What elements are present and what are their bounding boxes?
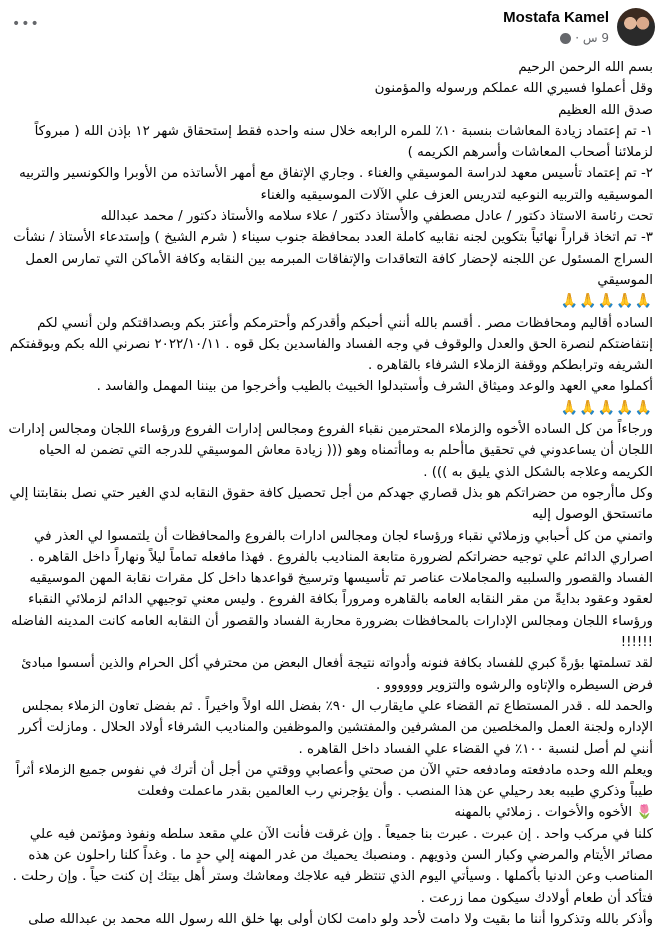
post-paragraph: كلنا في مركب واحد . إن عبرت . عبرت بنا جميعاً . وإن غرقت فأنت الآن علي مقعد سلطه ونفوذ ومؤتمن فيه علي مصائر الأيتام والمرضي وكبار السن وذويهم . ومنصبك يحميك من غدر المهنه إلي حدٍ ما . وغداً كلنا راحلون عن هذه المناصب وعن الدنيا بأكملها . وسيأتي اليوم الذي تنتظر فيه علاجك ومعاشك وستر أهل بيتك إن كنت حياً . وإن رحلت . فتأكد أن طعام أولادك سيكون مما زرعت . [12,826,653,906]
post-header [0,0,663,56]
post-paragraph: وقل أعملوا فسيري الله عملكم ورسوله والمؤمنون [374,81,653,97]
post-time[interactable]: 9 س · [575,31,609,45]
post-paragraph: واتمني من كل أحبابي وزملائي نقباء ورؤساء لجان ومجالس ادارات بالفروع والمحافظات أن يلتمسوا لي العذر في اصراري الدائم علي توجيه حضراتكم لضرورة متابعة المناديب بالفروع . فهذا مافعله تماماً ليلاً ونهاراً داخل القاهره . [29,528,653,565]
post-paragraph: والحمد لله . قدر المستطاع تم القضاء علي مايقارب ال ٩٠٪ بفضل الله اولاً واخيراً . ثم بفضل تعاون الزملاء بمجلس الإداره ولجنة العمل والمخلصين من المشرفين والمفتشين والموظفين والمناديب الشرفاء أولاد الحلال . ومازلت أكرر أنني لم أصل لنسبة ١٠٠٪ في القضاء علي الفساد داخل القاهره . [18,698,653,757]
globe-icon [560,33,571,44]
post-paragraph: 🌷 الأخوه والأخوات . زملائي بالمهنه [454,805,653,821]
post-paragraph: ٢- تم إعتماد تأسيس معهد لدراسة الموسيقي والغناء . وجاري الإتفاق مع أمهر الأساتذه من الأوبرا والكونسير والتربيه الموسيقيه والتربيه النوعيه لتدريس العزف علي الآلات الموسيقيه والغناء [19,166,653,203]
post-paragraph: ورجاءاً من كل الساده الأخوه والزملاء المحترمين نقباء الفروع ومجالس إدارات الفروع ورؤساء اللجان ومجالس إدارات اللجان أن يساعدوني في تحقيق ماأحلم به وماأتمناه وهو ((( زيادة معاش الموسيقي للدرجه التي تضمن له الحياه الكريمه وعلاجه بالشكل الذي يليق به ))) . [8,422,653,480]
post-paragraph: ٣- تم اتخاذ قراراً نهائياً بتكوين لجنه نقابيه كاملة العدد بمحافظة جنوب سيناء ( شرم الشيخ ) وإستدعاء الأستاذ / نشأت السراج المسئول عن اللجنه لإحضار كافة التعاقدات والإتفاقات المبرمه بين النقابه وكافة الأماكن التي تمارس العمل الموسيقي [13,230,653,288]
post-paragraph: وأذكر بالله وتذكروا أننا ما بقيت ولا دامت لأحد ولو دامت لكان أولى بها خلق الله رسول الله محمد بن عبدالله صلى [28,911,653,927]
post-paragraph: ١- تم إعتماد زيادة المعاشات بنسبة ١٠٪ للمره الرابعه خلال سنه واحده فقط إستحقاق شهر ١٢ بإذن الله ( مبروكاً لزملائنا أصحاب المعاشات وأسرهم الكريمه ) [34,123,653,161]
post-paragraph: ويعلم الله وحده مادفعته ومادفعه حتي الآن من صحتي وأعصابي ووقتي من أجل أن أترك في نفوس جميع الزملاء أثراً طيباً وذكري طيبه بعد رحيلي عن هذا المنصب . وأن يؤجرني رب العالمين بقدر ماعملت وفعلت [15,762,653,800]
post-paragraph: لقد تسلمتها بؤرةً كبري للفساد بكافة فنونه وأدواته نتيجة أفعال البعض من محترفي أكل الحرام والذين أسسوا مبادئ فرض السيطره والإتاوه والرشوه والتزوير وووووو . [21,656,653,693]
post-meta [560,31,609,45]
post-paragraph: الفساد والقصور والسلبيه والمجاملات عناصر تم تأسيسها وترسيخ قواعدها داخل كل مقرات نقابة المهن الموسيقيه لعقود وعقود بدايةً من مقر النقابه العامه بالقاهره ومروراً بكافة الفروع . وليس معني توجيهي الدائم لزملائي النقباء ورؤساء اللجان ومجالس الإدارات بالمحافظات بضرورة محاربة الفساد والقصور أن النقابه العامه كانت المدينه الفاضله !!!!!! [10,571,653,651]
post-paragraph: تحت رئاسة الاستاذ دكتور / عادل مصطفي والأستاذ دكتور / علاء سلامه والأستاذ دكتور / محمد عبدالله [100,209,653,225]
author-name[interactable]: Mostafa Kamel [503,9,609,26]
emoji-line: 🙏🙏🙏🙏🙏 [560,399,653,416]
post-paragraph: وكل ماأرجوه من حضراتكم هو بذل قصاري جهدكم من أجل تحصيل كافة حقوق النقابه لدي الغير حتي نصل بنقابتنا إلي ماتستحق الوصول إليه [9,485,653,523]
post-paragraph: الساده أقاليم ومحافظات مصر . أقسم بالله أنني أحبكم وأقدركم وأحترمكم وأعتز بكم وبصداقتكم ولن أنسي لكم إنتفاضتكم لنصرة الحق والعدل والوقوف في وجه الفساد والفاسدين بكل قوه . ٢٠٢٢/١٠/١١ نصرني الله بكم وبوقفتكم الشريفه وترابطكم ووقفة الزملاء الشرفاء بالقاهره . [9,315,653,374]
author-avatar[interactable] [617,8,655,46]
post-paragraph: أكملوا معي العهد والوعد وميثاق الشرف وأستبدلوا الخبيث بالطيب وأخرجوا من بيننا المهمل والفاسد . [96,379,653,395]
post-text [8,57,653,930]
emoji-line: 🙏🙏🙏🙏🙏 [560,293,653,310]
post-paragraph: بسم الله الرحمن الرحيم [518,60,653,75]
more-options-button[interactable]: ••• [12,16,40,32]
post-paragraph: صدق الله العظيم [558,102,653,118]
